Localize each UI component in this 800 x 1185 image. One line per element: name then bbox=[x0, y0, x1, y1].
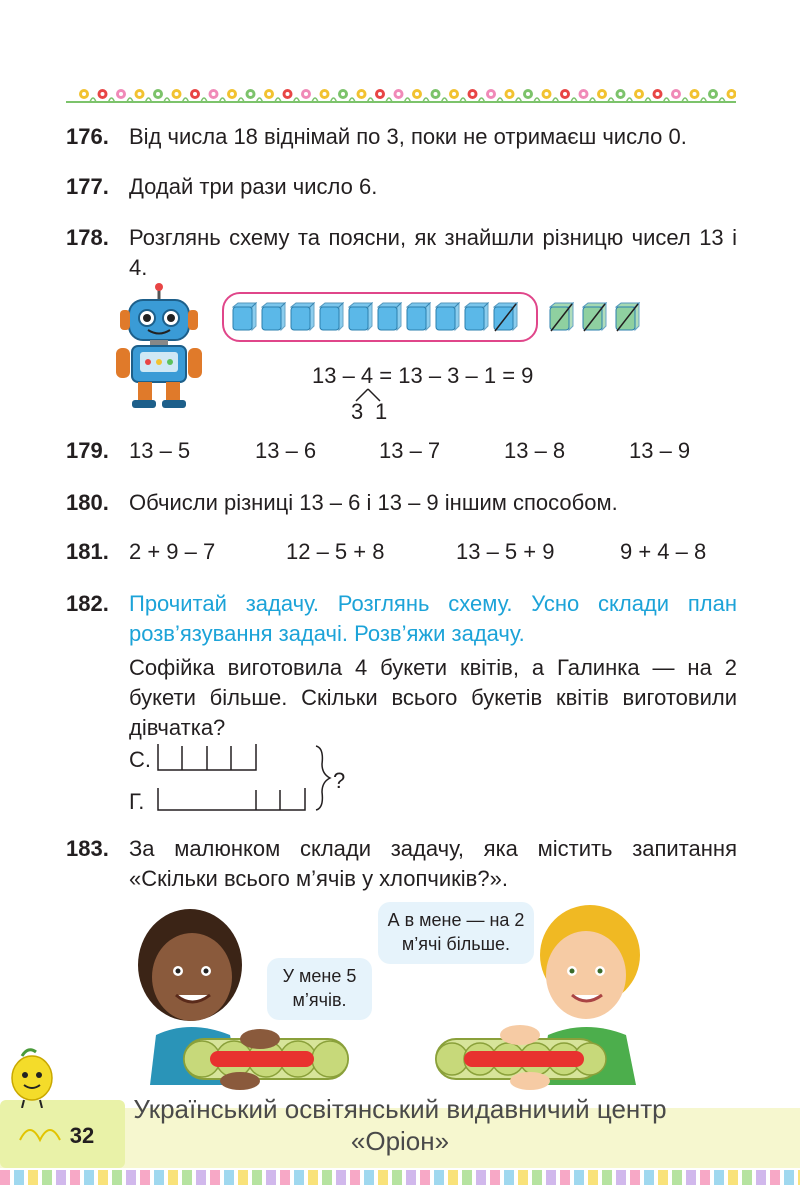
speech-bubble-right: А в мене — на 2 м’ячі більше. bbox=[378, 902, 534, 964]
task-180 bbox=[66, 488, 738, 518]
cube bbox=[464, 302, 489, 332]
task-instruction: Прочитай задачу. Розглянь схему. Усно склади план розв’язування задачі. Розв’яжи задачу. bbox=[129, 591, 737, 646]
task-text: Розглянь схему та поясни, як знайшли різницю чисел 13 і 4. bbox=[129, 225, 737, 280]
scheme-label-halynka: Г. bbox=[129, 789, 145, 814]
task-number: 178. bbox=[66, 225, 109, 250]
speech-bubble-left: У мене 5 м’ячів. bbox=[267, 958, 372, 1020]
page-number: 32 bbox=[69, 1123, 95, 1148]
cube bbox=[377, 302, 402, 332]
publisher-name-line1: Український освітянський видавничий центр bbox=[133, 1094, 667, 1124]
publisher-name-line2: «Оріон» bbox=[350, 1126, 450, 1156]
cube bbox=[406, 302, 431, 332]
cube bbox=[261, 302, 286, 332]
cube bbox=[435, 302, 460, 332]
difference-formula: 13 – 4 = 13 – 3 – 1 = 9 bbox=[312, 363, 534, 388]
task-183 bbox=[66, 834, 738, 894]
task-text: За малюнком склади задачу, яка містить запитання «Скільки всього м’ячів у хлопчиків?». bbox=[129, 836, 737, 891]
expression: 13 – 5 + 9 bbox=[456, 539, 555, 564]
expression: 13 – 8 bbox=[504, 438, 566, 463]
task-number: 180. bbox=[66, 490, 109, 515]
cube bbox=[348, 302, 373, 332]
scheme-question-mark: ? bbox=[333, 768, 346, 793]
task-text: Обчисли різниці 13 – 6 і 13 – 9 іншим способом. bbox=[129, 490, 618, 515]
task-176 bbox=[66, 122, 738, 152]
task-text: Софійка виготовила 4 букети квітів, а Галинка — на 2 букети більше. Скільки всього букетів квітів виготовили дівчатка? bbox=[129, 655, 737, 740]
robot-illustration bbox=[112, 282, 206, 410]
crossed-cube bbox=[615, 302, 640, 332]
expression: 9 + 4 – 8 bbox=[620, 539, 707, 564]
split-part-b: 1 bbox=[375, 399, 388, 424]
cube bbox=[290, 302, 315, 332]
task-number: 176. bbox=[66, 124, 109, 149]
expression: 13 – 9 bbox=[629, 438, 691, 463]
task-number: 179. bbox=[66, 438, 109, 463]
segment-scheme bbox=[150, 740, 350, 816]
cube bbox=[319, 302, 344, 332]
cube bbox=[232, 302, 257, 332]
decorative-flower-border bbox=[66, 84, 736, 106]
task-number: 183. bbox=[66, 836, 109, 861]
task-182 bbox=[66, 589, 738, 743]
crossed-cube bbox=[549, 302, 574, 332]
crossed-cube bbox=[582, 302, 607, 332]
task-178 bbox=[66, 223, 738, 283]
expression: 13 – 5 bbox=[129, 438, 191, 463]
scheme-label-sofiyka: С. bbox=[129, 747, 151, 772]
expression: 12 – 5 + 8 bbox=[286, 539, 385, 564]
task-text: Від числа 18 віднімай по 3, поки не отримаєш число 0. bbox=[129, 124, 687, 149]
task-177 bbox=[66, 172, 738, 202]
expression: 2 + 9 – 7 bbox=[129, 539, 216, 564]
crossed-cube bbox=[493, 302, 518, 332]
task-text: Додай три рази число 6. bbox=[129, 174, 378, 199]
task-number: 182. bbox=[66, 591, 109, 616]
expression: 13 – 7 bbox=[379, 438, 441, 463]
split-part-a: 3 bbox=[351, 399, 364, 424]
task-number: 177. bbox=[66, 174, 109, 199]
task-number: 181. bbox=[66, 539, 109, 564]
expression: 13 – 6 bbox=[255, 438, 317, 463]
